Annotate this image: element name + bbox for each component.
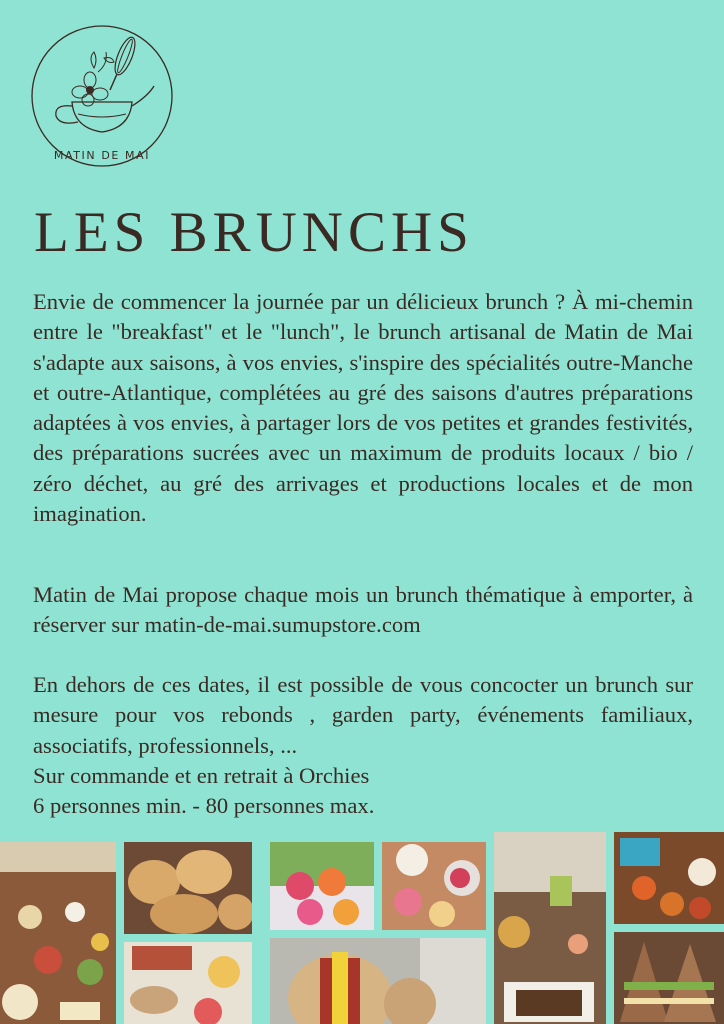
photo-club-sandwiches	[614, 932, 724, 1024]
logo	[28, 24, 176, 174]
photo-pastries	[614, 832, 724, 924]
photo-tartines	[382, 842, 486, 930]
photo-drinks	[494, 832, 606, 1024]
logo-text: MATIN DE MAI	[53, 149, 151, 162]
capacity-info: 6 personnes min. - 80 personnes max.	[33, 793, 375, 819]
custom-brunch-paragraph	[33, 670, 693, 821]
photo-brunch-table	[0, 842, 116, 1024]
intro-paragraph: Envie de commencer la journée par un délicieux brunch ? À mi-chemin entre le "breakfast" et le "lunch", le brunch artisanal de Matin de Mai s'adapte aux saisons, à vos envies, s'inspire des spécialités outre-Manche et outre-Atlantique, complétées au gré des saisons d'autres préparations adaptées à vos envies, à partager lors de vos petites et grandes festivités, des préparations sucrées avec un maximum de produits locaux / bio / zéro déchet, au gré des arrivages et productions locales et de mon imagination.	[33, 289, 693, 527]
photo-brunch-spread	[124, 942, 252, 1024]
pickup-info: Sur commande et en retrait à Orchies	[33, 762, 370, 788]
photo-sandwich	[270, 938, 486, 1024]
monthly-brunch-paragraph: Matin de Mai propose chaque mois un brunch thématique à emporter, à réserver sur matin-de-mai.sumupstore.com	[33, 582, 693, 638]
custom-brunch-text: En dehors de ces dates, il est possible de vous concocter un brunch sur mesure pour vos rebonds , garden party, événements familiaux, associatifs, professionnels, ...	[33, 672, 693, 758]
photo-fruit-cups	[270, 842, 374, 930]
photo-cinnamon-rolls	[124, 842, 252, 934]
page-title: LES BRUNCHS	[34, 201, 474, 264]
teapot-flower-whisk-icon	[28, 24, 176, 174]
